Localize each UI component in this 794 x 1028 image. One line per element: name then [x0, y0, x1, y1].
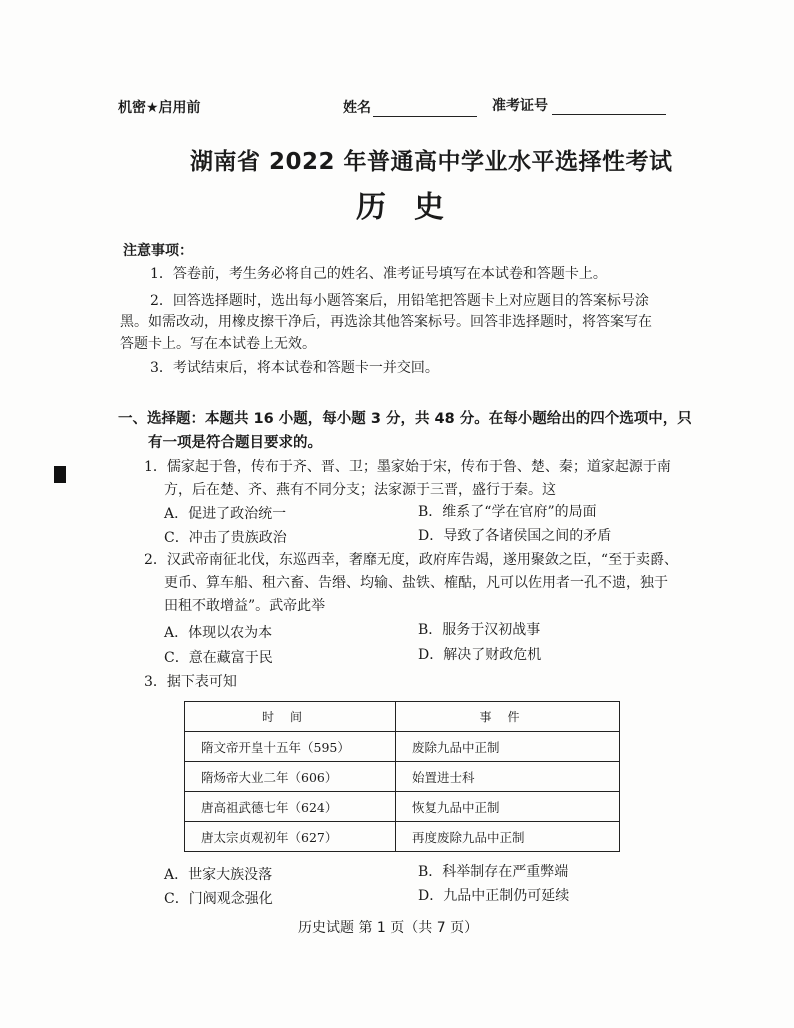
table-row: [185, 792, 620, 822]
q3-table: [184, 701, 620, 852]
table-row: [185, 732, 620, 762]
q3-option-b: B．科举制存在严重弊端: [418, 864, 569, 880]
q2-stem-cont: 田租不敢增益”。武帝此举: [164, 598, 326, 614]
q2-option-c: C．意在藏富于民: [164, 650, 273, 666]
table-cell-time: 隋文帝开皇十五年（595）: [185, 732, 396, 762]
q1-option-a: A．促进了政治统一: [164, 506, 287, 522]
notice-item-3: 3．考试结束后，将本试卷和答题卡一并交回。: [150, 360, 439, 376]
table-header-event: 事件: [396, 702, 620, 732]
q3-option-d: D．九品中正制仍可延续: [418, 888, 570, 904]
q2-stem-cont: 更币、算车船、租六畜、告缗、均输、盐铁、榷酤，凡可以佐用者一孔不遗，独于: [164, 575, 668, 591]
notice-item-2: 2．回答选择题时，选出每小题答案后，用铅笔把答题卡上对应题目的答案标号涂: [150, 293, 649, 309]
q1-option-c: C．冲击了贵族政治: [164, 530, 287, 546]
alignment-marker: [54, 466, 66, 483]
q1-option-b: B．维系了“学在官府”的局面: [418, 504, 597, 520]
q2-option-d: D．解决了财政危机: [418, 647, 542, 663]
q2-option-a: A．体现以农为本: [164, 625, 273, 641]
q3-option-c: C．门阀观念强化: [164, 891, 273, 907]
notice-heading: 注意事项：: [123, 243, 193, 259]
q1-option-d: D．导致了各诸侯国之间的矛盾: [418, 528, 612, 544]
q1-stem: 1．儒家起于鲁，传布于齐、晋、卫；墨家始于宋，传布于鲁、楚、秦；道家起源于南: [144, 459, 671, 475]
q3-option-a: A．世家大族没落: [164, 867, 273, 883]
table-cell-time: 隋炀帝大业二年（606）: [185, 762, 396, 792]
table-row: [185, 822, 620, 852]
table-cell-event: 再度废除九品中正制: [396, 822, 620, 852]
exam-id-label: 准考证号: [492, 95, 666, 115]
table-header-row: [185, 702, 620, 732]
table-cell-time: 唐高祖武德七年（624）: [185, 792, 396, 822]
table-row: [185, 762, 620, 792]
confidential-label: 机密★启用前: [118, 100, 201, 116]
notice-item-1: 1．答卷前，考生务必将自己的姓名、准考证号填写在本试卷和答题卡上。: [150, 266, 607, 282]
subject-title: 历史: [356, 190, 472, 225]
q2-option-b: B．服务于汉初战事: [418, 622, 541, 638]
table-header-time: 时间: [185, 702, 396, 732]
name-blank: [373, 102, 477, 117]
q1-stem-cont: 方，后在楚、齐、燕有不同分支；法家源于三晋，盛行于秦。这: [164, 482, 556, 498]
exam-title: 湖南省 2022 年普通高中学业水平选择性考试: [190, 149, 673, 175]
section-heading: 一、选择题：本题共 16 小题，每小题 3 分，共 48 分。在每小题给出的四个选项中，只: [118, 411, 692, 427]
table-cell-time: 唐太宗贞观初年（627）: [185, 822, 396, 852]
page-footer: 历史试题 第 1 页（共 7 页）: [298, 920, 479, 936]
notice-item-2-cont: 黑。如需改动，用橡皮擦干净后，再选涂其他答案标号。回答非选择题时，将答案写在: [120, 314, 652, 330]
q2-stem: 2．汉武帝南征北伐，东巡西幸，奢靡无度，政府库告竭，遂用聚敛之臣，“至于卖爵、: [144, 552, 679, 568]
table-cell-event: 始置进士科: [396, 762, 620, 792]
table-cell-event: 废除九品中正制: [396, 732, 620, 762]
section-heading-cont: 有一项是符合题目要求的。: [148, 435, 322, 451]
exam-id-blank: [552, 100, 666, 115]
name-label: 姓名: [343, 97, 477, 117]
table-cell-event: 恢复九品中正制: [396, 792, 620, 822]
notice-item-2-cont: 答题卡上。写在本试卷上无效。: [120, 336, 316, 352]
q3-stem: 3．据下表可知: [144, 674, 237, 690]
